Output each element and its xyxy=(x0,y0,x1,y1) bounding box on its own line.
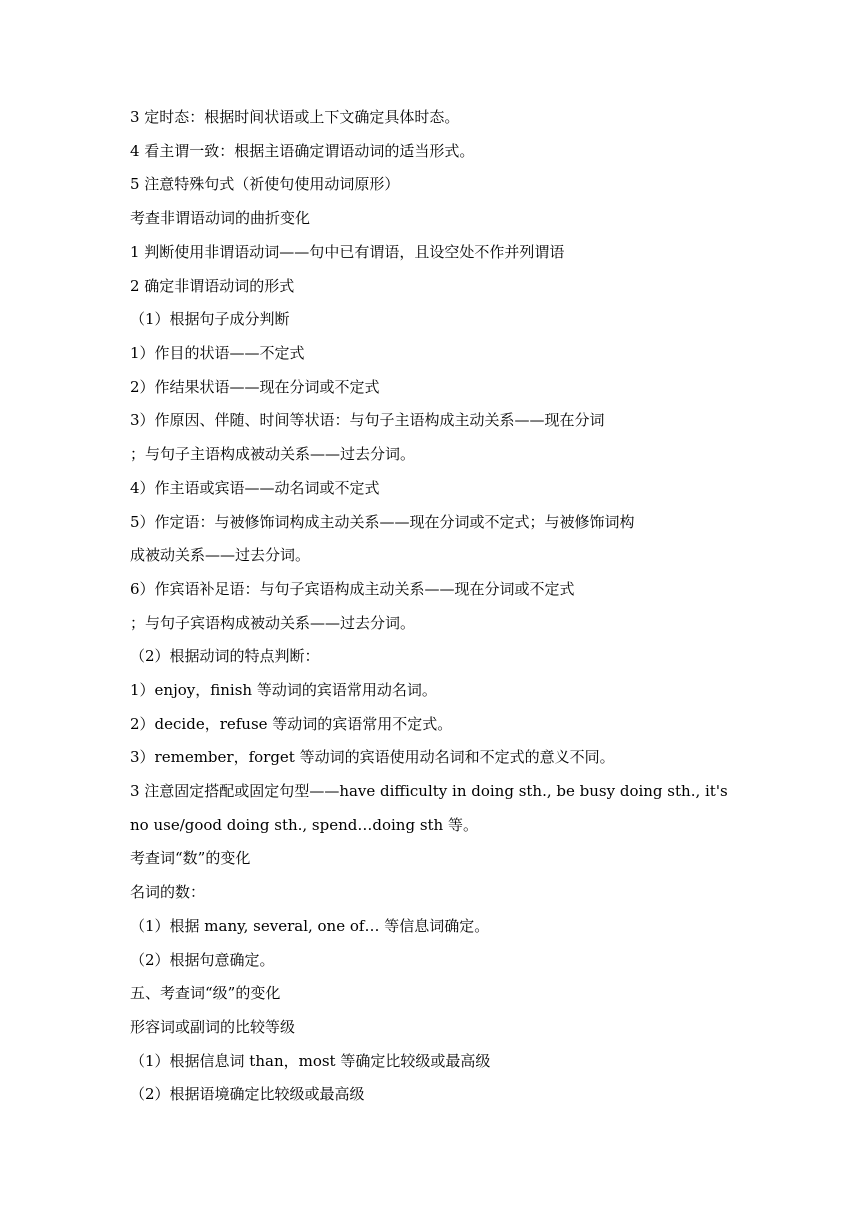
text-line: 3 注意固定搭配或固定句型——have difficulty in doing sth., be busy doing sth., it's xyxy=(130,782,728,800)
text-line: 4）作主语或宾语——动名词或不定式 xyxy=(130,479,380,497)
text-line: （2）根据语境确定比较级或最高级 xyxy=(130,1085,365,1103)
section-heading: 五、考查词“级”的变化 xyxy=(130,984,281,1002)
text-line: no use/good doing sth., spend…doing sth 等。 xyxy=(130,816,478,834)
text-line: ；与句子宾语构成被动关系——过去分词。 xyxy=(130,614,416,632)
text-line: 名词的数： xyxy=(130,883,206,901)
text-line: 形容词或副词的比较等级 xyxy=(130,1018,296,1036)
text-line: （1）根据句子成分判断 xyxy=(130,310,290,328)
text-line: 成被动关系——过去分词。 xyxy=(130,546,311,564)
text-line: ；与句子主语构成被动关系——过去分词。 xyxy=(130,445,416,463)
text-line: （1）根据信息词 than，most 等确定比较级或最高级 xyxy=(130,1052,491,1070)
section-heading: 考查非谓语动词的曲折变化 xyxy=(130,209,311,227)
text-line: 5）作定语：与被修饰词构成主动关系——现在分词或不定式；与被修饰词构 xyxy=(130,513,635,531)
text-line: （2）根据动词的特点判断： xyxy=(130,647,320,665)
text-line: 2）decide，refuse 等动词的宾语常用不定式。 xyxy=(130,715,453,733)
text-line: （2）根据句意确定。 xyxy=(130,951,275,969)
text-line: 1 判断使用非谓语动词——句中已有谓语，且设空处不作并列谓语 xyxy=(130,243,565,261)
text-line: 3）remember，forget 等动词的宾语使用动名词和不定式的意义不同。 xyxy=(130,748,615,766)
text-line: 2）作结果状语——现在分词或不定式 xyxy=(130,378,380,396)
text-line: 3）作原因、伴随、时间等状语：与句子主语构成主动关系——现在分词 xyxy=(130,411,605,429)
text-line: 5 注意特殊句式（祈使句使用动词原形） xyxy=(130,175,400,193)
text-line: 2 确定非谓语动词的形式 xyxy=(130,277,295,295)
text-line: 6）作宾语补足语：与句子宾语构成主动关系——现在分词或不定式 xyxy=(130,580,575,598)
section-heading: 考查词“数”的变化 xyxy=(130,849,251,867)
text-line: 1）作目的状语——不定式 xyxy=(130,344,305,362)
text-line: （1）根据 many, several, one of… 等信息词确定。 xyxy=(130,917,490,935)
text-line: 3 定时态：根据时间状语或上下文确定具体时态。 xyxy=(130,108,460,126)
text-line: 1）enjoy，finish 等动词的宾语常用动名词。 xyxy=(130,681,437,699)
text-line: 4 看主谓一致：根据主语确定谓语动词的适当形式。 xyxy=(130,142,475,160)
